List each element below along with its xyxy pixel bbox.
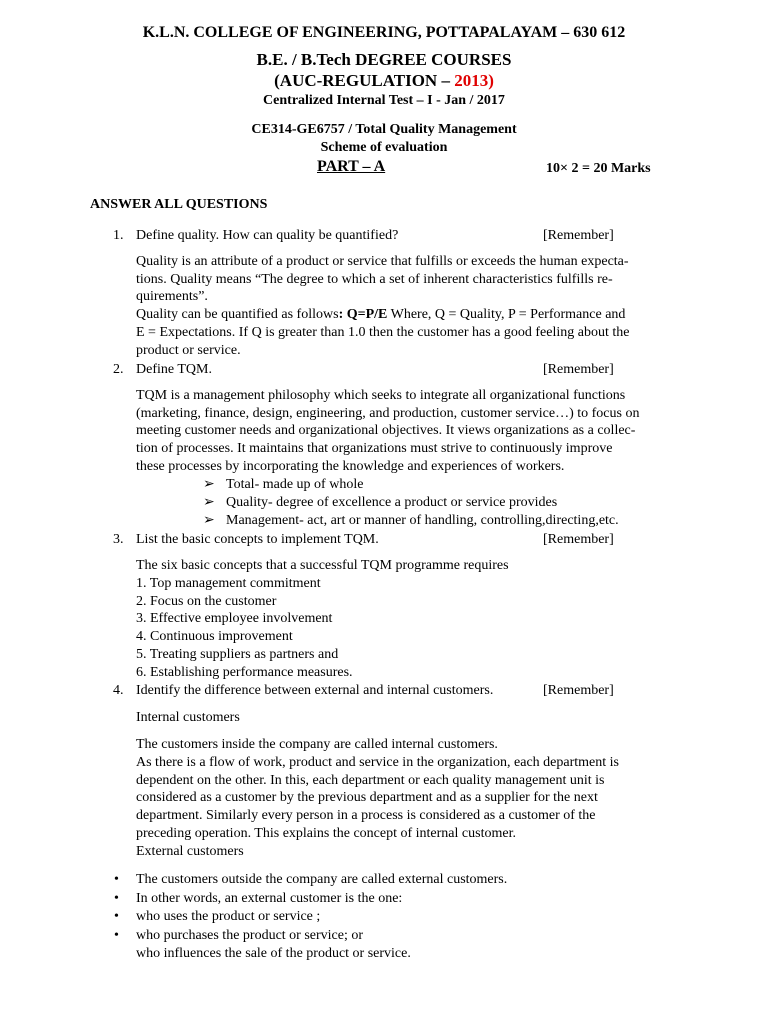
bullet-item: Management- act, art or manner of handling, controlling,directing,etc. [226, 513, 619, 528]
question-text: Identify the difference between external and internal customers. [136, 683, 494, 698]
answer-line: (marketing, finance, design, engineering, and production, customer service…) to focus on [136, 405, 640, 421]
answer-line: E = Expectations. If Q is greater than 1.0 then the customer has a good feeling about the [136, 324, 630, 340]
answer-2 [136, 387, 666, 476]
bullet-item: who purchases the product or service; or [136, 928, 364, 943]
bullet-item: Total- made up of whole [226, 477, 364, 492]
bullet-dot-icon: • [114, 891, 119, 906]
bullet-continuation: who influences the sale of the product or service. [136, 946, 411, 961]
bullet-item: In other words, an external customer is the one: [136, 891, 403, 906]
bloom-level: [Remember] [543, 683, 614, 698]
formula: : Q=P/E [338, 307, 388, 323]
internal-definition: The customers inside the company are called internal customers. [136, 737, 498, 752]
formula-prefix: Quality can be quantified as follows [136, 307, 339, 323]
list-item: 5. Treating suppliers as partners and [136, 646, 339, 662]
bullet-item: who uses the product or service ; [136, 909, 321, 924]
list-item: 4. Continuous improvement [136, 629, 293, 645]
college-name: K.L.N. COLLEGE OF ENGINEERING, POTTAPALAYAM – 630 612 [142, 24, 626, 41]
bloom-level: [Remember] [543, 228, 614, 243]
question-number: 2. [113, 362, 124, 377]
arrow-bullet-icon: ➢ [203, 495, 215, 510]
test-name: Centralized Internal Test – I - Jan / 2017 [263, 93, 505, 108]
answer-line: tion of processes. It maintains that organizations must strive to continuously improve [136, 441, 613, 457]
bullet-item: Quality- degree of excellence a product or service provides [226, 495, 558, 510]
list-item: 2. Focus on the customer [136, 593, 277, 609]
answer-line: TQM is a management philosophy which seeks to integrate all organizational functions [136, 388, 626, 403]
question-number: 1. [113, 228, 124, 243]
regulation-prefix: (AUC-REGULATION – [274, 71, 455, 90]
internal-explanation [136, 754, 666, 843]
answer-line: preceding operation. This explains the concept of internal customer. [136, 825, 516, 841]
answer-line: meeting customer needs and organizational objectives. It views organizations as a collec- [136, 423, 636, 439]
bullet-item: The customers outside the company are called external customers. [136, 872, 508, 887]
question-text: Define TQM. [136, 362, 212, 377]
regulation [0, 71, 768, 91]
answer-3 [136, 557, 666, 575]
formula-suffix: Where, Q = Quality, P = Performance and [387, 307, 626, 323]
scheme-title: Scheme of evaluation [320, 140, 448, 155]
question-text: Define quality. How can quality be quantified? [136, 228, 399, 243]
answer-line: department. Similarly every person in a process is considered as a customer of the [136, 808, 596, 824]
answer-line: considered as a customer by the previous department and as a supplier for the next [136, 790, 598, 806]
question-number: 3. [113, 532, 124, 547]
arrow-bullet-icon: ➢ [203, 513, 215, 528]
question-text: List the basic concepts to implement TQM. [136, 532, 379, 547]
list-item: 1. Top management commitment [136, 576, 321, 591]
answer-line: dependent on the other. In this, each department or each quality management unit is [136, 772, 605, 788]
regulation-year: 2013) [454, 71, 494, 90]
bullet-dot-icon: • [114, 909, 119, 924]
question-number: 4. [113, 683, 124, 698]
external-heading: External customers [136, 844, 244, 859]
formula-line [136, 306, 666, 324]
subject-title: CE314-GE6757 / Total Quality Management [251, 122, 517, 137]
bloom-level: [Remember] [543, 532, 614, 547]
answer-intro: The six basic concepts that a successful TQM programme requires [136, 558, 509, 573]
internal-heading: Internal customers [136, 710, 240, 725]
instruction: ANSWER ALL QUESTIONS [90, 197, 268, 212]
bullet-dot-icon: • [114, 872, 119, 887]
answer-line: these processes by incorporating the knowledge and experiences of workers. [136, 458, 565, 474]
answer-line: Quality is an attribute of a product or service that fulfills or exceeds the human expecta- [136, 254, 629, 269]
concept-list [136, 575, 666, 681]
bloom-level: [Remember] [543, 362, 614, 377]
list-item: 6. Establishing performance measures. [136, 664, 353, 680]
arrow-bullet-icon: ➢ [203, 477, 215, 492]
answer-1 [136, 253, 666, 359]
answer-line: product or service. [136, 342, 241, 358]
list-item: 3. Effective employee involvement [136, 611, 333, 627]
degree-courses: B.E. / B.Tech DEGREE COURSES [256, 50, 512, 69]
answer-line: tions. Quality means “The degree to which a set of inherent characteristics fulfills re- [136, 271, 613, 287]
answer-line: quirements”. [136, 289, 208, 305]
marks-label: 10× 2 = 20 Marks [546, 161, 651, 176]
bullet-dot-icon: • [114, 928, 119, 943]
part-title: PART – A [317, 158, 386, 175]
answer-line: As there is a flow of work, product and service in the organization, each department is [136, 755, 619, 770]
